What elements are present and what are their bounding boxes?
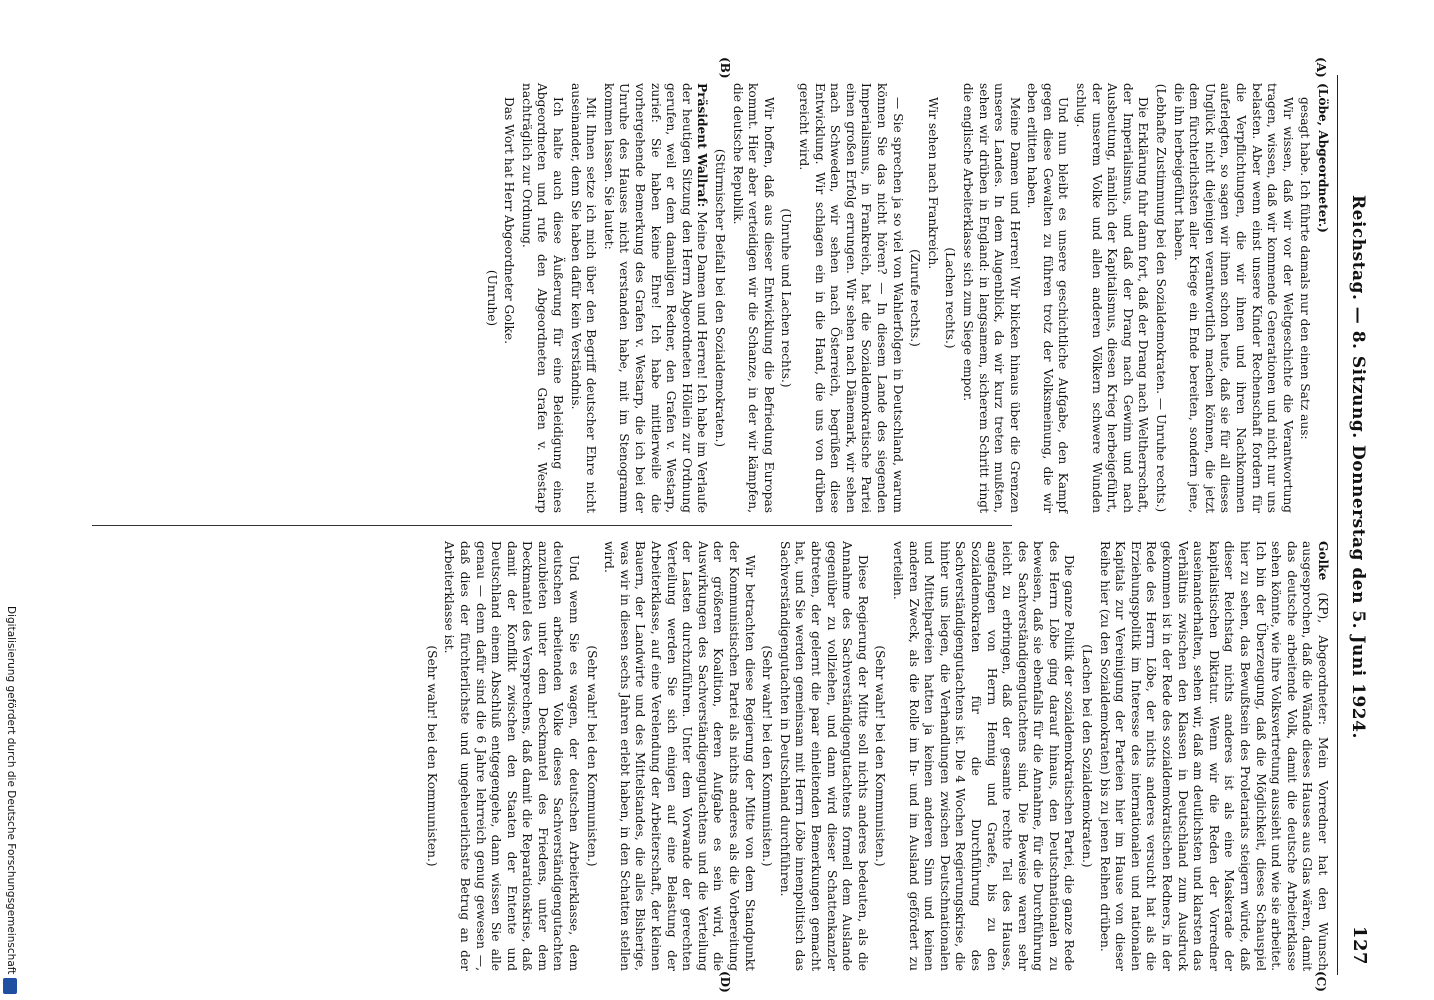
paragraph xyxy=(423,541,439,971)
paragraph-text: Mit Ihnen setze ich mich über den Begriff deutscher Ehre nicht auseinander, denn Sie haben dafür kein Verständnis. xyxy=(568,83,599,513)
paragraph xyxy=(501,83,517,513)
paragraph-text: (Sehr wahr! bei den Kommunisten.) xyxy=(760,645,775,867)
paragraph-text: (Lebhafte Zustimmung bei den Sozialdemokraten. — Unruhe rechts.) xyxy=(1154,83,1169,513)
paragraph xyxy=(924,83,940,513)
paragraph-text: (Zurufe rechts.) xyxy=(908,249,923,347)
paragraph xyxy=(1096,541,1330,971)
paragraph xyxy=(778,83,794,513)
paragraph-text: Wir wissen, daß wir vor der Weltgeschichte die Verantwortung tragen, wissen, daß wir kommende Generationen und nicht nur uns belasten. Aber wenn einst unsere Kinder Rechenschaft fordern für die Verpflichtungen, die wir ihnen und ihren Nachkommen auferlegten, so sagen wir ihnen schon heute, daß sie für all dieses Unglück nicht diejenigen verantwortlich machen können, die jetzt dem fürchterlichsten aller Kriege ein Ende bereiten, sondern jene, die ihn herbeigeführt haben. xyxy=(1171,83,1295,513)
paragraph xyxy=(1297,83,1313,513)
paragraph-text: Meine Damen und Herren! Ich habe im Verlaufe der heutigen Sitzung den Herrn Abgeordneten Höllein zur Ordnung gerufen, weil er dem damaligen Redner, den Grafen v. Westarp, zurief: Sie haben keine Ehre! Ich habe mittlerweile die vorhergehende Bemerkung des Grafen v. Westarp, die ich bei der Unruhe des Hauses nicht verstanden habe, mit im Stenogramm kommen lassen. Sie lautet: xyxy=(601,83,710,513)
paragraph-text: Wir betrachten diese Regierung der Mitte von dem Standpunkt der Kommunistischen Partei als nichts anderes als die Vorbereitung der größeren Koalition, deren Aufgabe es sein wird, die Auswirkungen des Sachverständigengutachtens und die Verteilung der Lasten durchzuführen. Unter dem Vorwande der gerechten Verteilung werden Sie sich einigen auf eine Belastung der Arbeiterklasse, auf eine Verelendung der Arbeiterschaft, der kleinen Bauern, der Landwirte und des Mittelstandes, die alles Bisherige, was wir in diesen sechs Jahren erlebt haben, in den Schatten stellen wird. xyxy=(602,541,757,971)
paragraph xyxy=(1152,83,1168,513)
margin-marker-d: (D) xyxy=(718,971,732,993)
margin-marker-b: (B) xyxy=(718,57,732,79)
paragraph xyxy=(959,83,1021,513)
paragraph-text: Meine Damen und Herren! Wir blicken hinaus über die Grenzen unseres Landes. In dem Augenblick, da wir kurz treten mußten, sehen wir drüben in England: in langsamem, sicherem Schritt ringt die englische Arbeiterklasse sich zum Siege empor. xyxy=(960,83,1022,513)
paragraph xyxy=(907,83,923,513)
document-page xyxy=(72,55,1372,995)
paragraph xyxy=(601,541,757,971)
paragraph-text: (Lachen bei den Sozialdemokraten.) xyxy=(1080,644,1095,868)
paragraph-text: (Sehr wahr! bei den Kommunisten.) xyxy=(873,645,888,867)
paragraph-text: gesagt habe. Ich führte damals nur den einen Satz aus: xyxy=(1298,97,1313,440)
paragraph-text: (Unruhe und Lachen rechts.) xyxy=(779,208,794,388)
funding-note: Digitalisierung gefördert durch die Deutsche Forschungsgemeinschaft xyxy=(5,606,17,975)
paragraph xyxy=(759,541,775,971)
digitization-stamp xyxy=(3,606,19,996)
margin-marker-a: (A) xyxy=(1314,57,1328,78)
paragraph xyxy=(889,541,1076,971)
speaker-name: Golke xyxy=(1316,541,1330,581)
paragraph-text: Und wenn Sie es wagen, der deutschen Arbeiterklasse, dem deutschen arbeitenden Volke dieses Sachverständigengutachten anzubieten unter dem Deckmantel des Friedens, unter dem Deckmantel des Versprechens, daß damit die Reparationskrise, daß damit der Konflikt zwischen den Staaten der Entente und Deutschland einem Abschluß entgegengehe, dann wissen Sie alle genau — denn dafür sind die 6 Jahre lehrreich genug gewesen —, daß dies der fürchterlichste und ungeheuerlichste Betrug an der Arbeiterklasse ist. xyxy=(442,541,582,971)
paragraph-text: Die ganze Politik der sozialdemokratischen Partei, die ganze Rede des Herrn Löbe ging darauf hinaus, den Deutschnationalen zu beweisen, daß sie ebenfalls für die Annahme, für die Durchführung des Sachverständigengutachtens sind. Die Beweise waren sehr leicht zu erbringen, daß der gesamte rechte Teil des Hauses, angefangen von Herrn Hennig und Graefe, bis zu den Sozialdemokraten für die Durchführung des Sachverständigengutachtens ist. Die 4 Wochen Regierungskrise, die hinter uns liegen, die Verhandlungen zwischen Deutschnationalen und Mittelparteien hatten ja keinen anderen Sinn und keinen anderen Zweck, als die Rolle im In- und im Ausland gefördert zu verteilen. xyxy=(890,541,1077,971)
paragraph xyxy=(1073,83,1151,513)
page-title: Reichstag. — 8. Sitzung. Donnerstag den 5. Juni 1924. xyxy=(1348,195,1368,739)
left-column xyxy=(481,83,1330,513)
paragraph-text: (Unruhe) xyxy=(484,269,499,327)
paragraph xyxy=(483,83,499,513)
dfg-logo-icon xyxy=(3,978,17,994)
paragraph-text: Wir hoffen, daß aus dieser Entwicklung die Befriedung Europas kommt. Hier aber verteidigen wir die Schanze, in der wir kämpfen, die deutsche Republik. xyxy=(730,83,776,513)
margin-marker-c: (C) xyxy=(1314,971,1328,992)
page-number: 127 xyxy=(1349,925,1370,965)
paragraph-text: (KP), Abgeordneter: Mein Vorredner hat den Wunsch ausgesprochen, daß die Wände dieses Hauses aus Glas wären, damit das deutsche arbeitende Volk, damit die deutsche Arbeiterklasse sehen könnte, wie ihre Volksvertretung aussieht und wie sie arbeitet. Ich bin der Überzeugung, daß die Möglichkeit, dieses Schauspiel hier zu sehen, das Bewußtsein des Proletariats steigern würde, daß dieser Reichstag nichts anderes ist als eine Maskerade der kapitalistischen Diktatur. Wenn wir die Reden der Vorredner auseinanderhalten, sehen wir, daß am deutlichsten und klarsten das Verhältnis zwischen den Klassen in Deutschland zum Ausdruck gekommen ist in der Rede des sozialdemokratischen Redners, in der Rede des Herrn Löbe, der nichts anderes versucht hat als die Erziehungspolitik im Interesse des internationalen und nationalen Kapitals zur Vereinigung der Parteien hier im Hause von dieser Reihe hier (zu den Sozialdemokraten) bis zu jenen Reihen drüben. xyxy=(1097,541,1330,972)
paragraph-text: — Sie sprechen ja so viel von Wahlerfolgen in Deutschland, warum können Sie das nicht hören? — In diesem Lande des siegenden Imperialismus, in Frankreich, hat die Sozialdemokratische Partei einen großen Erfolg errungen. Wir sehen nach Dänemark, wir sehen nach Schweden, wir sehen nach Österreich, begrüßen diese Entwicklung. Wir schlagen ein in die Hand, die uns von drüben gereicht wird. xyxy=(797,83,905,513)
header-rule xyxy=(1337,75,1338,975)
paragraph-text: (Sehr wahr! bei den Kommunisten.) xyxy=(584,645,599,867)
paragraph-text: Die Erklärung fuhr dann fort, daß der Drang nach Weltherrschaft, der Imperialismus, und daß der Drang nach Gewinn und nach Ausbeutung, nämlich der Kapitalismus, diesen Krieg herbeigeführt, der unserem Volke und allen anderen Völkern schwere Wunden schlug. xyxy=(1074,83,1151,513)
paragraph xyxy=(1024,83,1071,513)
paragraph xyxy=(600,83,709,513)
paragraph-text: (Lachen rechts.) xyxy=(943,247,958,349)
paragraph xyxy=(1079,541,1095,971)
paragraph xyxy=(795,83,904,513)
paragraph xyxy=(441,541,581,971)
paragraph xyxy=(776,541,870,971)
paragraph xyxy=(942,83,958,513)
column-divider xyxy=(92,525,1012,526)
paragraph xyxy=(567,83,598,513)
paragraph-text: Wir sehen nach Frankreich. xyxy=(925,97,940,270)
paragraph xyxy=(518,83,565,513)
paragraph xyxy=(711,83,727,513)
speaker-name: (Löbe, Abgeordneter.) xyxy=(1316,83,1330,233)
page-header xyxy=(1344,75,1370,975)
paragraph-text: (Sehr wahr! bei den Kommunisten.) xyxy=(424,645,439,867)
paragraph xyxy=(1170,83,1295,513)
paragraph xyxy=(583,541,599,971)
right-column xyxy=(421,541,1330,971)
speaker-name: Präsident Wallraf: xyxy=(695,83,710,208)
paragraph xyxy=(729,83,776,513)
paragraph-text: Diese Regierung der Mitte soll nichts anderes bedeuten, als die Annahme des Sachverständigengutachtens formell dem Auslande gegenüber zu vollziehen, und dann wird dieser Schattenkanzler abtreten, der gelernt die paar einleitenden Bemerkungen gemacht hat, und Sie werden gemeinsam mit Herrn Löbe innenpolitisch das Sachverständigengutachten in Deutschland durchführen. xyxy=(777,541,870,971)
paragraph-text: (Stürmischer Beifall bei den Sozialdemokraten.) xyxy=(713,148,728,448)
paragraph-text: Das Wort hat Herr Abgeordneter Golke. xyxy=(502,97,517,344)
paragraph xyxy=(872,541,888,971)
paragraph-text: Ich halte auch diese Äußerung für eine Beleidigung eines Abgeordneten und rufe den Abgeordneten Grafen v. Westarp nachträglich zur Ordnung. xyxy=(519,83,566,513)
paragraph-text: Und nun bleibt es unsere geschichtliche Aufgabe, den Kampf gegen diese Gewalten zu führen trotz der Volksmeinung, die wir eben erlitten haben. xyxy=(1025,83,1071,513)
paragraph xyxy=(1314,83,1330,513)
